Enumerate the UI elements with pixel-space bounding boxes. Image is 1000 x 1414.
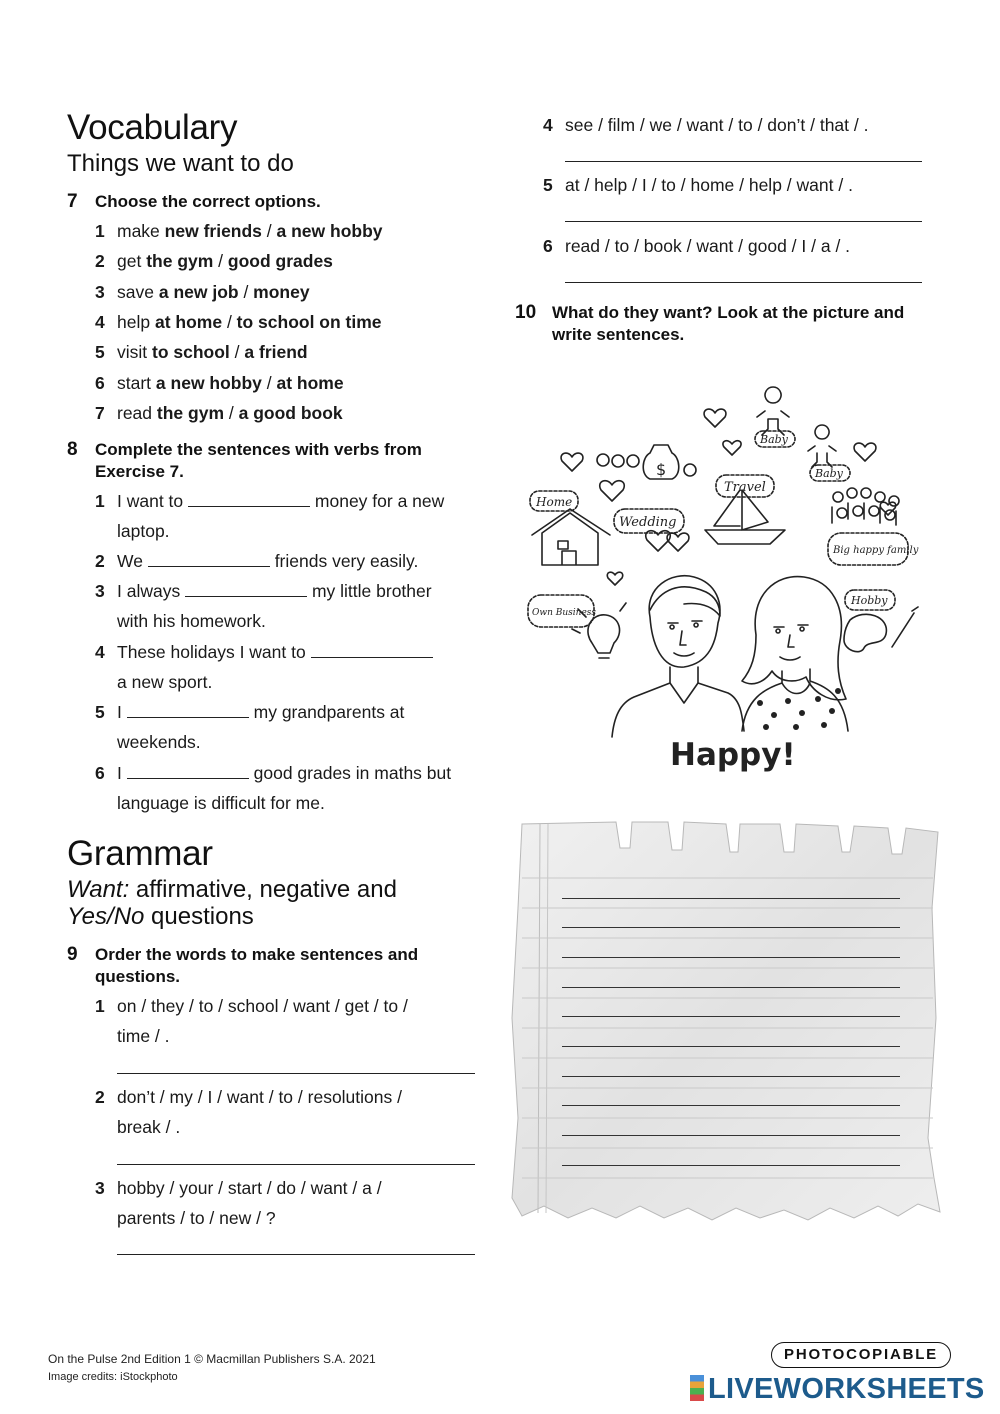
- baby-icon: [757, 387, 789, 435]
- word-prompt: hobby / your / start / do / want / a /: [117, 1178, 382, 1198]
- liveworksheets-logo: [690, 1373, 985, 1406]
- heart-icon: [607, 572, 622, 585]
- subtitle-want: Want:: [67, 876, 130, 903]
- paintbrush-icon: [892, 607, 918, 647]
- sentence-start: We: [117, 551, 143, 571]
- option-b[interactable]: a friend: [244, 342, 308, 362]
- sentence-start: I always: [117, 581, 181, 601]
- writing-line[interactable]: [562, 1135, 900, 1136]
- sentence-start: I want to: [117, 491, 184, 511]
- option-a[interactable]: to school: [152, 342, 230, 362]
- answer-line[interactable]: [117, 1254, 475, 1255]
- option-a[interactable]: a new hobby: [155, 373, 262, 393]
- item-number: 1: [95, 996, 105, 1016]
- exercise-10-instruction-line2: write sentences.: [552, 325, 685, 344]
- exercise-9-number: 9: [67, 944, 78, 965]
- item-number: 6: [95, 373, 105, 393]
- happy-label: Happy!: [670, 737, 796, 773]
- answer-blank[interactable]: [127, 702, 249, 718]
- exercise-7-number: 7: [67, 191, 78, 212]
- grammar-subheading-line2: [67, 903, 254, 931]
- answer-line[interactable]: [565, 221, 922, 222]
- image-credits: Image credits: iStockphoto: [48, 1371, 178, 1383]
- exercise-10-number: 10: [515, 302, 537, 323]
- option-b[interactable]: money: [253, 282, 310, 302]
- option-a[interactable]: a new job: [158, 282, 239, 302]
- woman-figure: [742, 577, 848, 731]
- copyright-credit: On the Pulse 2nd Edition 1 © Macmillan Publishers S.A. 2021: [48, 1352, 376, 1366]
- exercise-10-instruction-line1: What do they want? Look at the picture and: [552, 303, 905, 322]
- item-number: 5: [95, 342, 105, 362]
- item-number: 4: [95, 312, 105, 332]
- item-number: 4: [95, 642, 105, 662]
- item-number: 5: [95, 702, 105, 722]
- house-icon: [532, 509, 610, 565]
- sentence-end: my grandparents at: [253, 702, 405, 722]
- word-prompt: read / to / book / want / good / I / a / .: [565, 236, 851, 256]
- exercise-9-item-1-cont: time / .: [117, 1026, 170, 1046]
- answer-blank[interactable]: [311, 642, 433, 658]
- exercise-8-item-4-cont: a new sport.: [117, 672, 213, 692]
- writing-line[interactable]: [562, 987, 900, 988]
- exercise-8-item-1-cont: laptop.: [117, 521, 170, 541]
- family-label: Big happy family: [833, 545, 919, 556]
- baby-label: Baby: [760, 433, 788, 446]
- item-number: 5: [543, 175, 553, 195]
- home-label: Home: [536, 495, 573, 509]
- coin-icon: [597, 454, 609, 466]
- exercise-8-item-5-cont: weekends.: [117, 732, 201, 752]
- lightbulb-icon: [572, 603, 626, 658]
- option-a[interactable]: the gym: [156, 403, 225, 423]
- writing-line[interactable]: [562, 898, 900, 899]
- item-number: 1: [95, 491, 105, 511]
- writing-line[interactable]: [562, 927, 900, 928]
- answer-line[interactable]: [565, 161, 922, 162]
- sentence-end: friends very easily.: [274, 551, 419, 571]
- word-prompt: at / help / I / to / home / help / want / .: [565, 175, 853, 195]
- answer-blank[interactable]: [127, 763, 249, 779]
- answer-blank[interactable]: [188, 491, 310, 507]
- coin-icon: [612, 455, 624, 467]
- exercise-9-instruction-line1: Order the words to make sentences and: [95, 945, 419, 964]
- coin-icon: [627, 455, 639, 467]
- heart-icon: [600, 481, 625, 501]
- sentence-end: money for a new: [314, 491, 445, 511]
- liveworksheets-mark-icon: [690, 1375, 704, 1401]
- answer-blank[interactable]: [148, 551, 270, 567]
- sentence-start: These holidays I want to: [117, 642, 306, 662]
- wedding-label: Wedding: [619, 515, 677, 530]
- exercise-8-instruction-line1: Complete the sentences with verbs from: [95, 440, 422, 459]
- answer-line[interactable]: [117, 1164, 475, 1165]
- liveworksheets-wordmark: LIVEWORKSHEETS: [708, 1373, 985, 1405]
- grammar-subheading-line1: [67, 876, 397, 904]
- sailboat-icon: [705, 490, 785, 544]
- item-verb: make: [117, 221, 160, 241]
- vocabulary-subheading: Things we want to do: [67, 150, 294, 177]
- heart-icon: [880, 502, 895, 515]
- writing-line[interactable]: [562, 957, 900, 958]
- heart-icon: [704, 409, 726, 427]
- exercise-9-item-3-cont: parents / to / new / ?: [117, 1208, 276, 1228]
- baby-label: Baby: [815, 467, 843, 480]
- family-icon: [832, 488, 899, 525]
- photocopiable-badge: PHOTOCOPIABLE: [771, 1342, 951, 1368]
- paper-shape: [512, 822, 940, 1220]
- sentence-start: I: [117, 702, 122, 722]
- exercise-9-item-2-cont: break / .: [117, 1117, 181, 1137]
- coin-icon: [684, 464, 696, 476]
- item-number: 2: [95, 551, 105, 571]
- item-number: 3: [95, 581, 105, 601]
- item-verb: help: [117, 312, 151, 332]
- item-number: 4: [543, 115, 553, 135]
- palette-icon: [844, 614, 886, 651]
- answer-blank[interactable]: [185, 581, 307, 597]
- writing-line[interactable]: [562, 1105, 900, 1106]
- option-a[interactable]: new friends: [164, 221, 262, 241]
- subtitle-questions: questions: [144, 903, 254, 930]
- option-b[interactable]: at home: [276, 373, 344, 393]
- item-verb: read: [117, 403, 153, 423]
- exercise-8-number: 8: [67, 439, 78, 460]
- item-number: 1: [95, 221, 105, 241]
- writing-line[interactable]: [562, 1076, 900, 1077]
- option-b[interactable]: good grades: [227, 251, 333, 271]
- travel-label: Travel: [724, 480, 766, 495]
- writing-line[interactable]: [562, 1046, 900, 1047]
- sentence-start: I: [117, 763, 122, 783]
- heart-icon: [561, 453, 583, 471]
- subtitle-yes-no: Yes/No: [67, 903, 145, 930]
- option-b[interactable]: a new hobby: [276, 221, 383, 241]
- heart-icon: [854, 443, 876, 461]
- wishes-illustration: [520, 385, 930, 780]
- word-prompt: don’t / my / I / want / to / resolutions /: [117, 1087, 402, 1107]
- option-b[interactable]: a good book: [238, 403, 343, 423]
- answer-line[interactable]: [565, 282, 922, 283]
- option-a[interactable]: at home: [154, 312, 223, 332]
- baby-icon: [808, 425, 836, 467]
- item-number: 2: [95, 251, 105, 271]
- item-verb: save: [117, 282, 154, 302]
- exercise-7-instruction: Choose the correct options.: [95, 192, 321, 211]
- exercise-8-item-6-cont: language is difficult for me.: [117, 793, 325, 813]
- writing-line[interactable]: [562, 1165, 900, 1166]
- grammar-heading: Grammar: [67, 834, 213, 873]
- sentence-end: good grades in maths but: [253, 763, 452, 783]
- writing-line[interactable]: [562, 1016, 900, 1017]
- sentence-end: my little brother: [311, 581, 432, 601]
- word-prompt: see / film / we / want / to / don’t / that / .: [565, 115, 869, 135]
- hobby-label: Hobby: [851, 594, 888, 607]
- exercise-8-instruction-line2: Exercise 7.: [95, 462, 184, 481]
- exercise-8-item-3-cont: with his homework.: [117, 611, 266, 631]
- business-label: Own Business: [532, 608, 597, 618]
- man-figure: [612, 576, 744, 737]
- item-number: 3: [95, 1178, 105, 1198]
- money-symbol: $: [656, 460, 667, 479]
- item-verb: get: [117, 251, 142, 271]
- answer-line[interactable]: [117, 1073, 475, 1074]
- item-number: 3: [95, 282, 105, 302]
- exercise-9-instruction-line2: questions.: [95, 967, 181, 986]
- heart-icon: [723, 441, 741, 455]
- option-b[interactable]: to school on time: [236, 312, 382, 332]
- item-verb: visit: [117, 342, 148, 362]
- word-prompt: on / they / to / school / want / get / to /: [117, 996, 408, 1016]
- item-number: 6: [543, 236, 553, 256]
- item-number: 6: [95, 763, 105, 783]
- item-number: 7: [95, 403, 105, 423]
- vocabulary-heading: Vocabulary: [67, 108, 238, 147]
- subtitle-rest: affirmative, negative and: [129, 876, 397, 903]
- item-number: 2: [95, 1087, 105, 1107]
- item-verb: start: [117, 373, 152, 393]
- option-a[interactable]: the gym: [146, 251, 214, 271]
